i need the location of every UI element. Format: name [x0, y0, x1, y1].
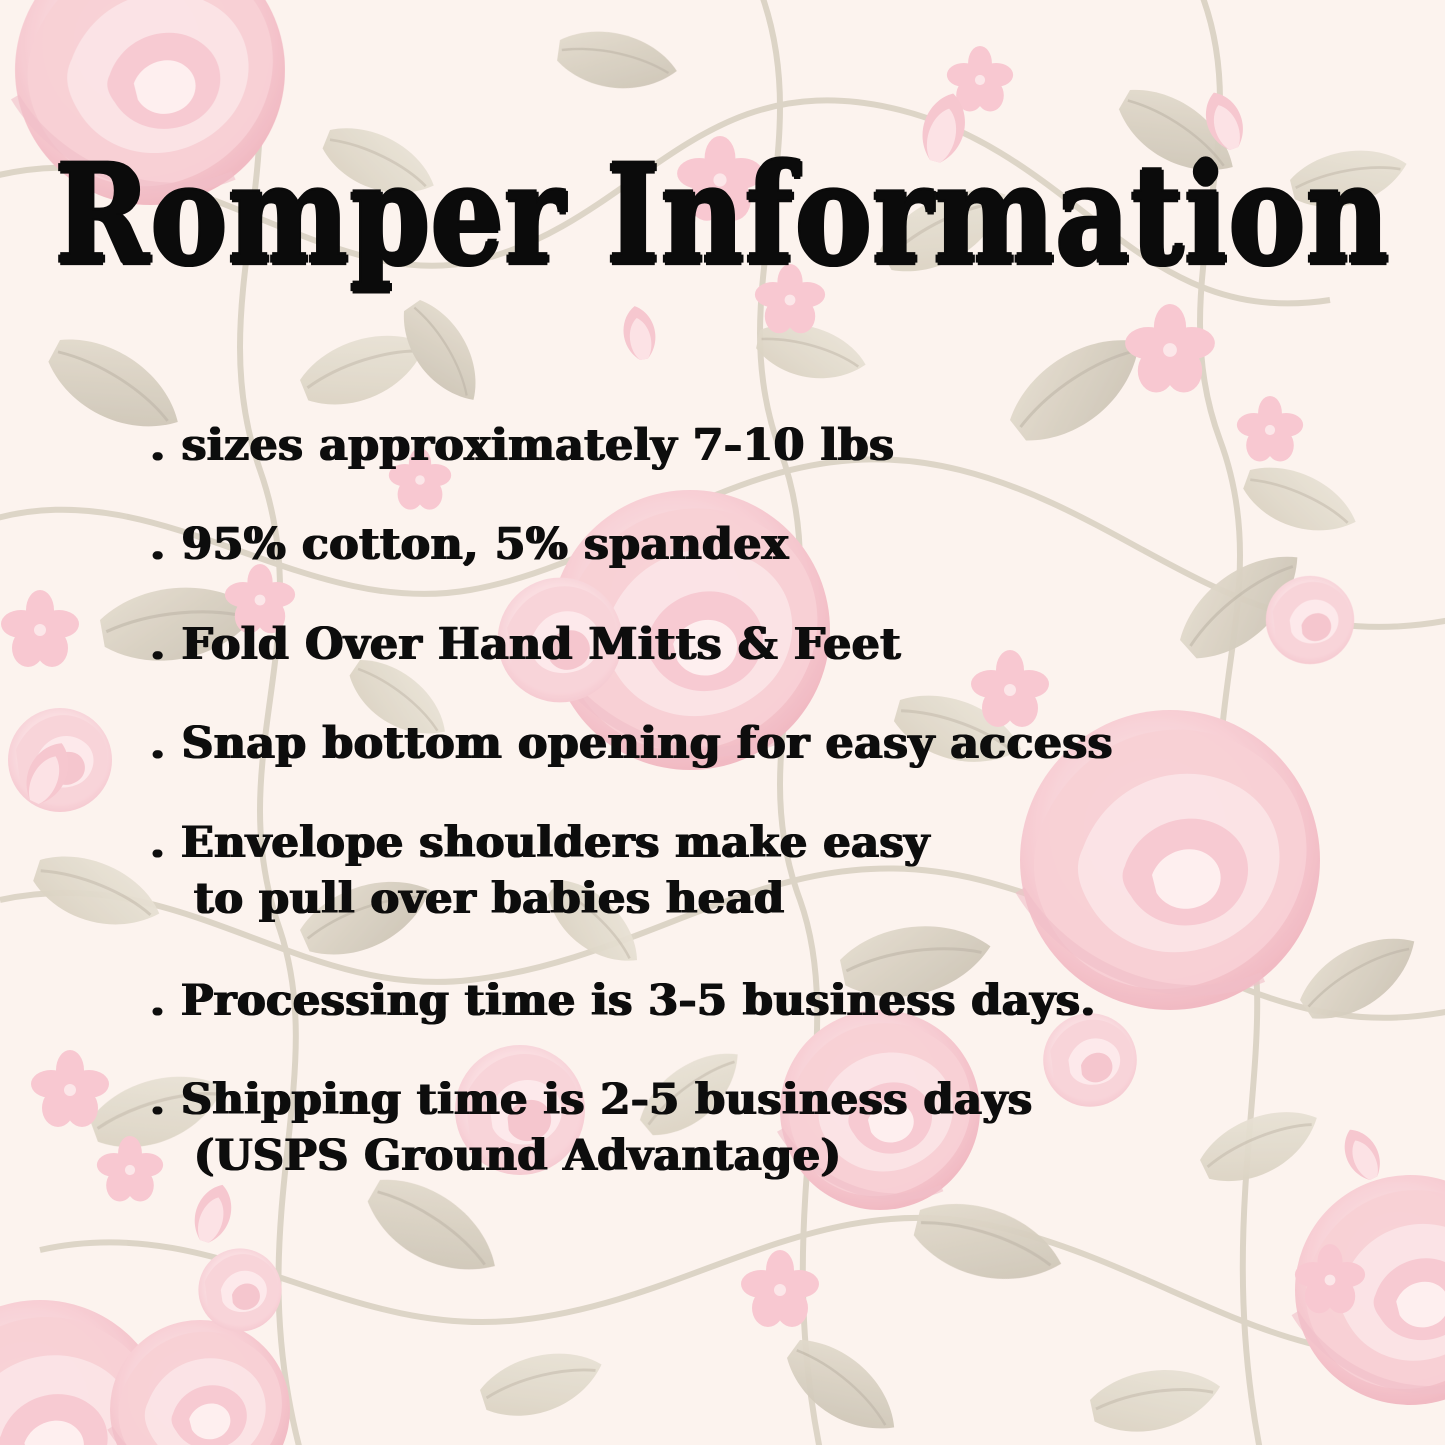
- page-title: Romper Information: [54, 135, 1391, 296]
- bullet-marker: .: [150, 1074, 166, 1125]
- list-item: [150, 818, 1405, 925]
- list-item: [150, 1075, 1405, 1182]
- bullet-marker: .: [150, 976, 166, 1027]
- bullet-text: Processing time is 3-5 business days.: [180, 976, 1096, 1027]
- list-item: [150, 718, 1405, 769]
- bullet-marker: .: [150, 817, 166, 868]
- list-item: [150, 619, 1405, 670]
- bullet-text: Shipping time is 2-5 business days: [180, 1074, 1033, 1125]
- bullet-marker: .: [150, 718, 166, 770]
- bullet-text-line-2: (USPS Ground Advantage): [194, 1131, 842, 1182]
- bullet-text: sizes approximately 7-10 lbs: [181, 420, 895, 471]
- bullet-text: Snap bottom opening for easy access: [181, 718, 1113, 770]
- bullet-list: [150, 420, 1405, 1233]
- bullet-text: Envelope shoulders make easy: [180, 817, 930, 868]
- bullet-text: Fold Over Hand Mitts & Feet: [181, 618, 902, 670]
- bullet-text: 95% cotton, 5% spandex: [181, 519, 789, 571]
- list-item: [150, 420, 1405, 471]
- bullet-marker: .: [150, 420, 166, 471]
- list-item: [150, 519, 1405, 570]
- bullet-marker: .: [150, 519, 166, 571]
- bullet-marker: .: [150, 618, 166, 670]
- list-item: [150, 976, 1405, 1026]
- bullet-text-line-2: to pull over babies head: [194, 874, 785, 925]
